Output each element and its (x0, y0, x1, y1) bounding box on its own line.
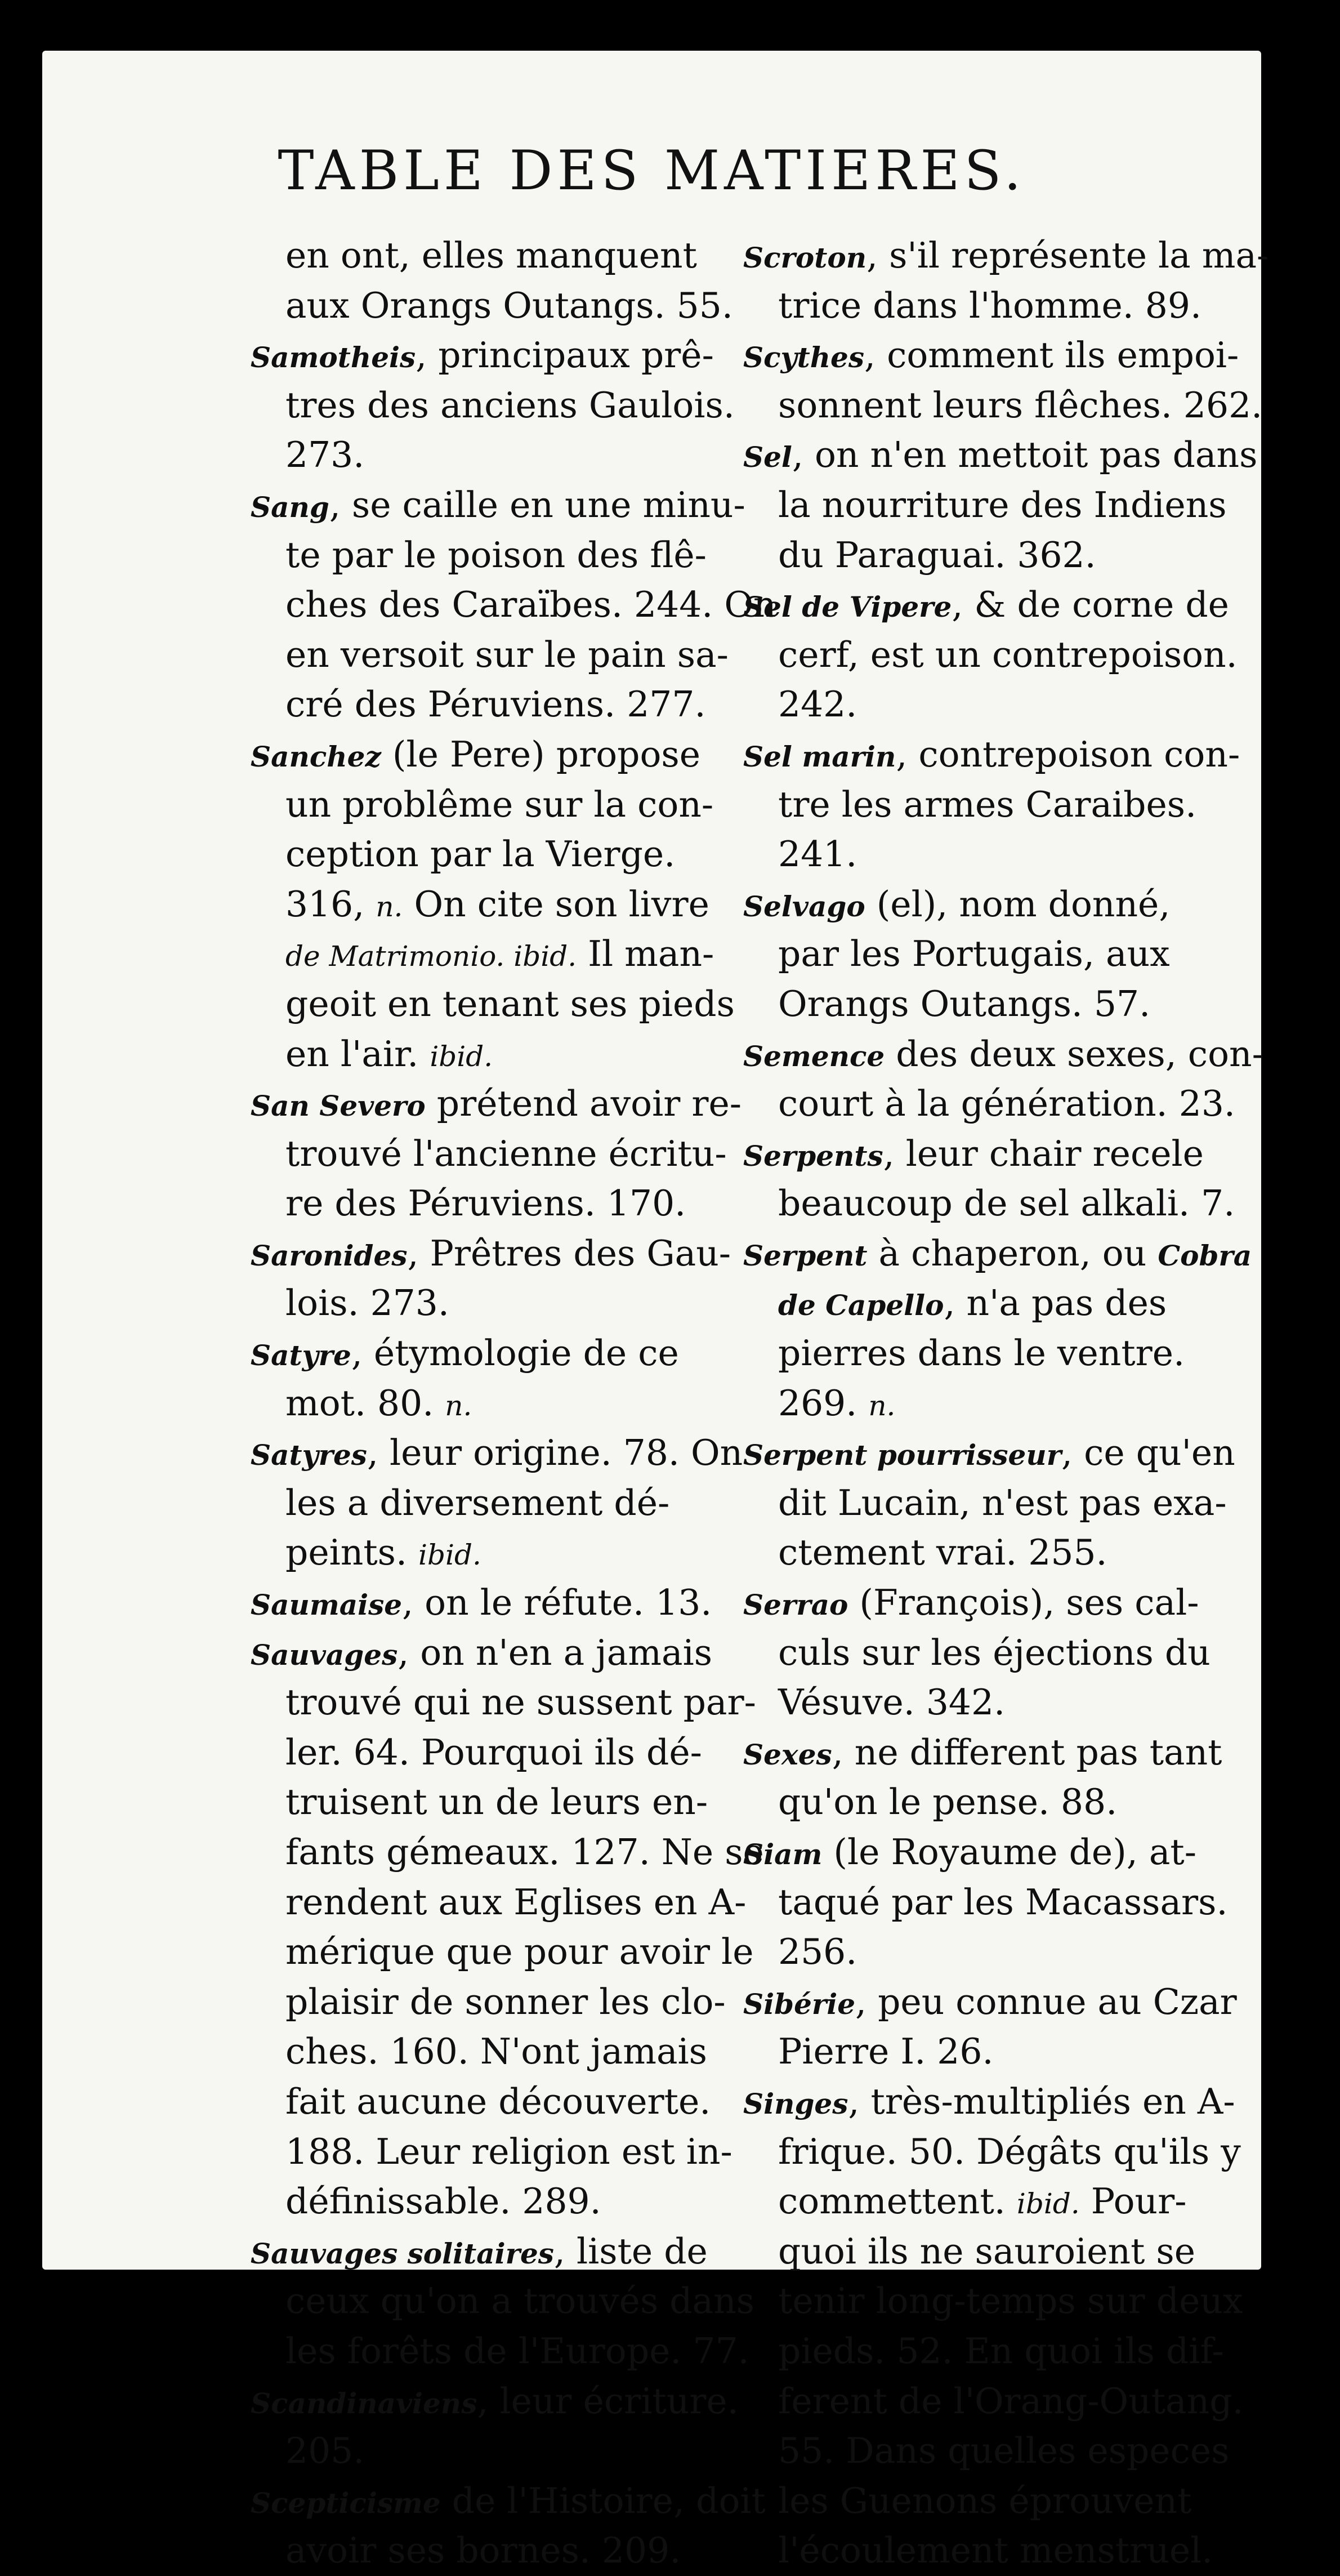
index-italic-ref: ibid. (430, 1040, 493, 1073)
index-text: , leur origine. 78. On (367, 1432, 743, 1474)
index-text: à chaperon, ou (867, 1232, 1158, 1274)
index-line (743, 979, 1227, 1029)
index-text: truisent un de leurs en- (285, 1781, 708, 1823)
index-line (251, 1478, 743, 1528)
index-text: , étymologie de ce (351, 1332, 679, 1374)
index-text: , contrepoison con- (896, 733, 1240, 775)
index-headword: Serpents (743, 1139, 883, 1173)
index-line (743, 281, 1227, 331)
index-text: les forêts de l'Europe. 77. (285, 2330, 749, 2372)
index-line (743, 1977, 1237, 2027)
index-text: , comment ils empoi- (864, 335, 1239, 376)
index-italic-ref: de Matrimonio. ibid. (285, 940, 577, 973)
index-text: Vésuve. 342. (778, 1682, 1006, 1723)
index-text: trouvé qui ne sussent par- (285, 1682, 756, 1723)
index-line (743, 430, 1258, 480)
index-line (251, 1977, 743, 2027)
index-text: en l'air. (285, 1033, 430, 1075)
index-line (251, 730, 743, 780)
index-headword: Scandinaviens (251, 2386, 477, 2420)
index-italic-ref: ibid. (1016, 2187, 1080, 2221)
index-text: tre les armes Caraibes. (778, 783, 1197, 825)
index-text: 269. (778, 1382, 869, 1424)
index-text: des deux sexes, con- (885, 1033, 1264, 1075)
index-text: tenir long-temps sur deux (778, 2280, 1243, 2322)
index-headword: Scythes (743, 341, 865, 375)
index-line (251, 1029, 743, 1080)
index-line (251, 630, 743, 680)
index-line (251, 531, 743, 581)
index-line (743, 1129, 1227, 1179)
index-text: cerf, est un contrepoison. (778, 634, 1238, 675)
index-text: ches des Caraïbes. 244. On (285, 584, 776, 626)
index-text: 273. (285, 434, 365, 476)
index-line (251, 880, 743, 930)
index-line (743, 1878, 1227, 1928)
index-text: , leur écriture. (477, 2380, 739, 2422)
index-text: dit Lucain, n'est pas exa- (778, 1482, 1227, 1523)
index-line (251, 2476, 766, 2526)
index-text: frique. 50. Dégâts qu'ils y (778, 2131, 1241, 2172)
index-text: qu'on le pense. 88. (778, 1781, 1118, 1823)
index-headword: Satyre (251, 1339, 351, 1372)
page-title: TABLE DES MATIERES. (278, 139, 1026, 202)
index-text: 256. (778, 1931, 857, 1973)
index-line (743, 780, 1227, 830)
index-text: ception par la Vierge. (285, 834, 676, 875)
index-line (251, 1678, 756, 1728)
index-line (251, 2227, 743, 2277)
index-headword: Serrao (743, 1588, 848, 1622)
index-text: (François), ses cal- (848, 1582, 1199, 1624)
index-line (743, 2426, 1230, 2476)
index-line (251, 1428, 743, 1478)
index-text: par les Portugais, aux (778, 933, 1170, 975)
index-text: , ce qu'en (1061, 1432, 1235, 1474)
index-text: plaisir de sonner les clo- (285, 1981, 726, 2022)
index-headword: Saumaise (251, 1588, 403, 1622)
index-headword: Sang (251, 490, 329, 524)
index-line (743, 381, 1263, 431)
index-italic-ref: n. (445, 1389, 472, 1422)
index-text: court à la génération. 23. (778, 1083, 1235, 1125)
index-text: prétend avoir re- (425, 1083, 742, 1125)
index-text: , se caille en une minu- (329, 484, 745, 525)
index-line (251, 830, 743, 880)
index-text: , Prêtres des Gau- (407, 1232, 731, 1274)
index-line (251, 580, 776, 630)
index-line (251, 1878, 747, 1928)
index-line (251, 1777, 743, 1828)
index-line (743, 2526, 1227, 2576)
index-text: taqué par les Macassars. (778, 1881, 1228, 1923)
index-text: un problême sur la con- (285, 783, 714, 825)
index-headword: Sauvages solitaires (251, 2236, 554, 2270)
index-line (743, 680, 1227, 730)
index-text: mérique que pour avoir le (285, 1931, 754, 1973)
index-text: lois. 273. (285, 1282, 449, 1324)
index-text: en versoit sur le pain sa- (285, 634, 729, 675)
index-italic-ref: n. (376, 890, 403, 923)
index-headword: Saronides (251, 1238, 408, 1272)
index-line (743, 2077, 1235, 2127)
index-line (743, 2476, 1227, 2526)
index-text: pierres dans le ventre. (778, 1332, 1185, 1374)
index-line (743, 929, 1227, 979)
index-headword: Sibérie (743, 1987, 856, 2021)
index-line (251, 680, 743, 730)
index-text: 205. (285, 2430, 365, 2472)
index-text: , liste de (553, 2230, 708, 2272)
index-line (251, 281, 743, 331)
index-line (251, 979, 743, 1029)
index-text: du Paraguai. 362. (778, 534, 1096, 576)
index-line (251, 2327, 749, 2377)
index-text: ler. 64. Pourquoi ils dé- (285, 1731, 702, 1773)
index-text: définissable. 289. (285, 2181, 601, 2222)
index-line (743, 730, 1240, 780)
index-line (743, 830, 1227, 880)
index-line (251, 2426, 743, 2476)
index-text: avoir ses bornes. 209. (285, 2530, 681, 2571)
index-headword: San Severo (251, 1089, 426, 1123)
index-text: , principaux prê- (416, 335, 714, 376)
index-headword: Siam (743, 1838, 823, 1871)
index-headword: Scroton (743, 241, 867, 274)
index-text: de l'Histoire, doit (440, 2480, 766, 2521)
index-text: Il man- (577, 933, 714, 975)
index-headword: Satyres (251, 1438, 367, 1472)
index-text: Pour- (1079, 2181, 1187, 2222)
index-line (743, 1478, 1227, 1528)
index-text: fants gémeaux. 127. Ne se (285, 1831, 764, 1873)
index-headword: Semence (743, 1039, 885, 1073)
index-text: ceux qu'on a trouvés dans (285, 2280, 754, 2322)
index-text: te par le poison des flê- (285, 534, 707, 576)
index-italic-ref: ibid. (418, 1539, 481, 1572)
index-line (251, 430, 743, 480)
index-line (743, 1728, 1227, 1778)
book-page (42, 51, 1269, 2571)
index-text: culs sur les éjections du (778, 1632, 1211, 1673)
index-headword: Samotheis (251, 341, 416, 375)
index-line (251, 1079, 743, 1129)
index-line (743, 1578, 1227, 1628)
index-text: ferent de l'Orang-Outang. (778, 2380, 1244, 2422)
index-line (251, 1379, 743, 1429)
index-line (251, 2027, 743, 2077)
index-line (743, 1278, 1227, 1329)
index-text: 316, (285, 883, 376, 925)
index-line (251, 1129, 743, 1179)
index-line (743, 1329, 1227, 1379)
index-text: trice dans l'homme. 89. (778, 284, 1201, 326)
index-line (743, 1678, 1227, 1728)
index-text: l'écoulement menstruel. (778, 2530, 1213, 2571)
index-italic-ref: n. (868, 1389, 896, 1422)
index-line (251, 231, 743, 281)
index-line (743, 580, 1227, 630)
index-text: , ne different pas tant (832, 1731, 1222, 1773)
index-text: , s'il représente la ma- (866, 235, 1269, 276)
index-headword: Cobra (1158, 1238, 1252, 1272)
index-text: , leur chair recele (883, 1133, 1204, 1174)
index-headword: Sel marin (743, 739, 896, 773)
index-line (251, 1229, 743, 1279)
index-line (251, 1728, 743, 1778)
index-text: , peu connue au Czar (855, 1981, 1237, 2022)
index-text: , on n'en a jamais (397, 1632, 713, 1673)
index-line (251, 2177, 743, 2227)
index-line (743, 531, 1227, 581)
index-line (251, 2077, 743, 2127)
index-line (743, 2377, 1244, 2427)
index-text: Orangs Outangs. 57. (778, 983, 1151, 1024)
index-line (251, 2127, 743, 2177)
index-line (251, 780, 743, 830)
index-text: mot. 80. (285, 1382, 445, 1424)
index-text: rendent aux Eglises en A- (285, 1881, 747, 1923)
index-line (743, 331, 1239, 381)
index-text: la nourriture des Indiens (778, 484, 1227, 525)
index-text: ches. 160. N'ont jamais (285, 2031, 707, 2073)
index-text: les Guenons éprouvent (778, 2480, 1192, 2521)
index-text: fait aucune découverte. (285, 2080, 711, 2122)
index-text: quoi ils ne sauroient se (778, 2230, 1196, 2272)
index-text: On cite son livre (403, 883, 709, 925)
index-line (743, 2276, 1243, 2327)
index-text: 241. (778, 834, 857, 875)
index-line (743, 1229, 1252, 1279)
index-headword: Sel (743, 440, 792, 474)
index-text: commettent. (778, 2181, 1017, 2222)
index-text: geoit en tenant ses pieds (285, 983, 735, 1024)
index-line (251, 1578, 743, 1628)
index-line (743, 1528, 1227, 1578)
index-line (743, 2127, 1241, 2177)
index-text: 188. Leur religion est in- (285, 2131, 732, 2172)
index-headword: Serpent pourrisseur (743, 1438, 1062, 1472)
index-line (251, 2526, 743, 2576)
index-line (743, 2327, 1227, 2377)
index-line (251, 2276, 754, 2327)
index-text: , n'a pas des (944, 1282, 1167, 1324)
index-headword: Scepticisme (251, 2486, 441, 2520)
index-text: (le Pere) propose (381, 733, 701, 775)
index-text: aux Orangs Outangs. 55. (285, 284, 733, 326)
index-text: les a diversement dé- (285, 1482, 670, 1523)
index-line (743, 1628, 1227, 1678)
index-text: , très-multipliés en A- (848, 2080, 1235, 2122)
index-line (251, 1828, 764, 1878)
index-line (743, 1927, 1227, 1977)
index-line (743, 480, 1227, 531)
index-headword: Selvago (743, 889, 865, 923)
index-text: (le Royaume de), at- (822, 1831, 1197, 1873)
index-line (251, 1278, 743, 1329)
index-line (743, 1828, 1227, 1878)
index-text: 242. (778, 684, 857, 725)
index-line (251, 381, 743, 431)
index-headword: Singes (743, 2087, 848, 2120)
index-line (743, 2027, 1227, 2077)
index-line (743, 1179, 1235, 1229)
index-headword: Sauvages (251, 1638, 398, 1672)
index-text: cré des Péruviens. 277. (285, 684, 706, 725)
index-text: en ont, elles manquent (285, 235, 697, 276)
index-line (743, 630, 1238, 680)
index-line (743, 231, 1269, 281)
index-line (743, 2177, 1227, 2227)
index-headword: Serpent (743, 1238, 868, 1272)
index-line (251, 331, 743, 381)
index-line (743, 1777, 1227, 1828)
index-text: sonnent leurs flêches. 262. (778, 384, 1263, 426)
index-line (743, 1079, 1235, 1129)
index-text: (el), nom donné, (865, 883, 1171, 925)
index-line (251, 480, 743, 531)
index-line (743, 2227, 1227, 2277)
index-line (251, 929, 743, 979)
index-line (251, 1927, 754, 1977)
index-line (251, 1528, 743, 1578)
index-line (251, 1628, 743, 1678)
index-line (743, 1428, 1235, 1478)
index-text: 55. Dans quelles especes (778, 2430, 1230, 2472)
index-text: tres des anciens Gaulois. (285, 384, 735, 426)
index-text: , on le réfute. 13. (402, 1582, 712, 1624)
index-text: beaucoup de sel alkali. 7. (778, 1183, 1235, 1224)
index-text: Pierre I. 26. (778, 2031, 994, 2073)
index-headword: Sexes (743, 1737, 832, 1771)
index-headword: Sel de Vipere (743, 590, 952, 624)
index-text: pieds. 52. En quoi ils dif- (778, 2330, 1224, 2372)
index-text: peints. (285, 1532, 419, 1574)
index-text: , on n'en mettoit pas dans (792, 434, 1258, 476)
index-column-right (743, 231, 1269, 2576)
index-line (251, 1179, 743, 1229)
index-text: ctement vrai. 255. (778, 1532, 1107, 1574)
index-line (743, 1379, 1227, 1429)
index-line (743, 880, 1227, 930)
index-line (251, 1329, 743, 1379)
index-text: re des Péruviens. 170. (285, 1183, 686, 1224)
index-headword: de Capello (778, 1289, 944, 1322)
index-text: trouvé l'ancienne écritu- (285, 1133, 727, 1174)
index-line (251, 2377, 743, 2427)
index-headword: Sanchez (251, 739, 381, 773)
index-text: , & de corne de (952, 584, 1229, 626)
index-line (743, 1029, 1264, 1080)
